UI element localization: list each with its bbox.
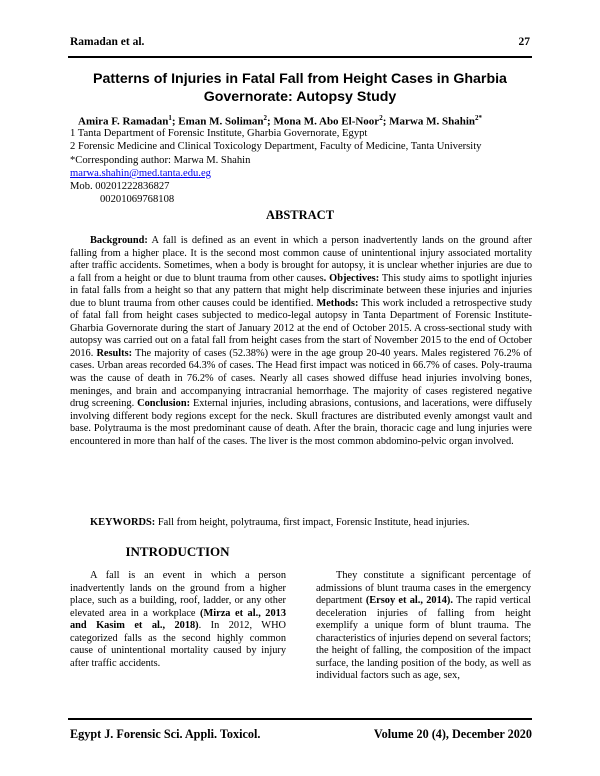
results-text: The majority of cases (52.38%) were in the age group 20-40 years. Males registered 76.2% of cases. Urban areas recorded 64.3% of cases. The Head first impact was noticed in 66.7% of cases. Poly-trauma was the cause of death in 76.2% of cases. Nearly all cases showed diffuse head injuries involving bones, meninges, and brain and accompanying intracranial hemorrhage. The majority of cases registered negative drug screening. [70,347,533,410]
author-name: Eman M. Soliman [178,115,264,128]
author-separator: ; [267,115,274,128]
affiliations [70,127,540,207]
abstract-body [70,235,532,448]
author-affiliation-mark: 2 [263,114,268,122]
background-label: Background: [90,235,148,246]
paper-title-line-1: Patterns of Injuries in Fatal Fall from Height Cases in Gharbia [93,71,507,87]
intro-left-citation: (Mirza et al., 2013 and Kasim et al., 2018) [70,607,286,632]
keywords-text: Fall from height, polytrauma, first impact, Forensic Institute, head injuries. [155,517,470,528]
keywords [90,517,540,528]
intro-left-text-2: . In 2012, WHO categorized falls as the second highly common cause of unintentional mortality caused by injury after traffic accidents. [70,620,287,669]
intro-right-text-1: They constitute a significant percentage of admissions of blunt trauma cases in the emergency department [316,570,531,607]
corresponding-author: *Corresponding author: Marwa M. Shahin [70,154,251,166]
running-header [70,36,530,50]
objectives-text: This study aims to spotlight injuries in fatal falls from a height so that any pattern that might help discriminate between these injuries and injuries due to blunt trauma from other causes could be identified. [70,272,532,309]
author-affiliation-mark: 2* [475,114,482,122]
intro-left-text-1: A fall is an event in which a person inadvertently lands on the ground from a higher place, such as a building, roof, ladder, or any other elevated area in a workplace [70,570,286,619]
objectives-label: . Objectives: [323,272,380,284]
intro-right-text-2: The rapid vertical deceleration injuries of falling from height exemplify a unique form of blunt trauma. The characteristics of injuries depend on several factors; the height of falling, the composition of the impact surface, the landing position of the body, as well as individual factors such as age, sex, [316,595,531,682]
introduction-left-column [70,570,286,670]
introduction-paragraph-1 [70,570,286,670]
results-label: Results: [93,347,133,359]
paper-title [70,70,530,106]
author-affiliation-mark: 2 [379,114,383,122]
header-rule [68,56,532,58]
author-affiliation-mark: 1 [168,114,172,122]
author-separator: ; [171,115,179,128]
abstract-paragraph [70,235,532,448]
affiliation-2: 2 Forensic Medicine and Clinical Toxicology Department, Faculty of Medicine, Tanta University [70,141,482,153]
volume-info: Volume 20 (4), December 2020 [373,727,532,741]
introduction-paragraph-2 [316,570,531,683]
author-list [78,114,540,128]
methods-label: Methods: [313,297,359,309]
author-name: Marwa M. Shahin [389,115,475,128]
conclusion-text: External injuries, including abrasions, contusions, and lacerations, were diffusely involving different body regions except for the neck. Skull fractures are distributed evenly amongst vault and base. Polytrauma is the most predominant cause of death. After the brain, thoracic cage and lung injuries were encountered in more than half of the cases. The liver is the most common abdomino-pelvic organ involved. [70,398,532,447]
mobile-number-2: 00201069768108 [100,194,175,206]
author-name: Amira F. Ramadan [78,115,169,128]
journal-name: Egypt J. Forensic Sci. Appli. Toxicol. [70,727,261,741]
author-name: Mona M. Abo El-Noor [273,115,380,128]
running-header-authors: Ramadan et al. [70,36,145,48]
conclusion-label: Conclusion: [134,398,191,410]
author-separator: ; [382,115,390,128]
keywords-label: KEYWORDS: [90,517,156,528]
affiliation-1: 1 Tanta Department of Forensic Institute, Gharbia Governorate, Egypt [70,128,368,139]
introduction-right-column [316,570,531,683]
page-number: 27 [518,36,530,48]
footer-rule [68,718,532,720]
background-text: A fall is defined as an event in which a person inadvertently lands on the ground after falling from a higher place. It is the second most common cause of unintentional injury associated mortality after traffic accidents. Sometimes, when a body is brought for autopsy, it is unclear whether injuries are due to a fall from a height or due to blunt trauma from other causes [70,235,532,284]
introduction-heading: INTRODUCTION [125,544,230,559]
intro-right-citation: (Ersoy et al., 2014). [365,595,453,607]
page-footer [70,727,532,743]
paper-title-line-2: Governorate: Autopsy Study [203,89,397,105]
methods-text: This work included a retrospective study of fatal fall from height cases subjected to medico-legal autopsy in Tanta Department of Forensic Institute- Gharbia Governorate during the start of January 2012 at the end of October 2015. A cross-sectional study with autopsy was carried out on a fatal fall from height cases from the start of November 2015 to the end of October 2016. [70,297,532,359]
mobile-number-1: Mob. 00201222836827 [70,181,170,193]
abstract-heading: ABSTRACT [265,208,335,222]
corresponding-email-link[interactable]: marwa.shahin@med.tanta.edu.eg [70,167,211,179]
